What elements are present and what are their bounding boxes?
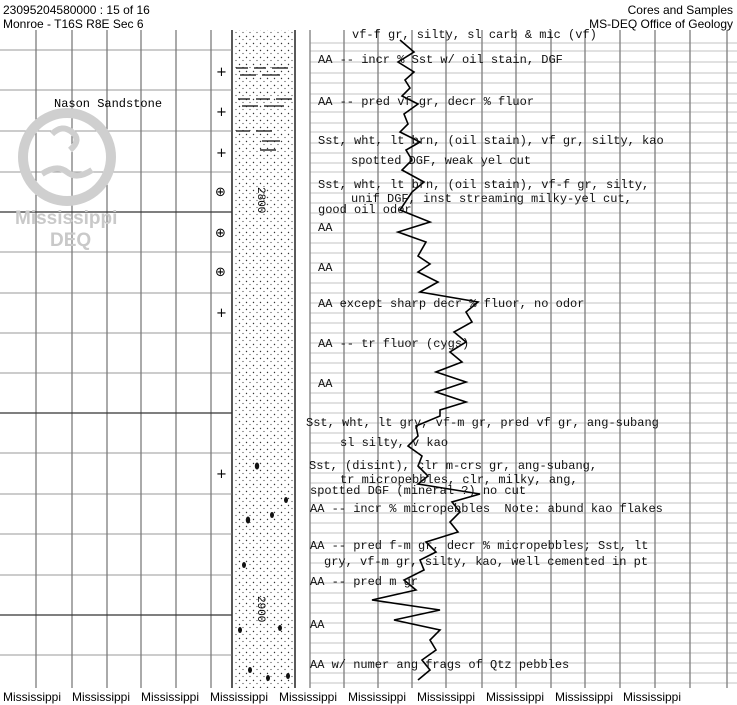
show-symbol: ⊕: [215, 185, 226, 200]
description-line: AA -- pred m gr: [310, 575, 419, 589]
well-location: Monroe - T16S R8E Sec 6: [3, 17, 144, 31]
description-line: unif DGF, inst streaming milky-yel cut,: [351, 192, 632, 206]
description-line: AA except sharp decr % fluor, no odor: [318, 297, 585, 311]
organization-name: MS-DEQ Office of Geology: [589, 17, 733, 31]
show-symbol: ⊕: [215, 226, 226, 241]
mississippi-deq-logo: [12, 104, 122, 210]
description-line: AA -- incr % micropebbles Note: abund kao flakes: [310, 502, 663, 516]
description-line: AA w/ numer ang frags of Qtz pebbles: [310, 658, 570, 672]
show-symbol: +: [216, 65, 227, 80]
description-line: AA -- incr % Sst w/ oil stain, DGF: [318, 53, 563, 67]
description-line: sl silty, v kao: [340, 436, 449, 450]
lithology-column: [234, 30, 294, 688]
footer-word: Mississippi: [486, 690, 545, 704]
footer-word: Mississippi: [279, 690, 338, 704]
description-line: Sst, (disint), clr m-crs gr, ang-subang,: [309, 459, 598, 473]
description-line: AA -- tr fluor (cygs): [318, 337, 470, 351]
footer-word: Mississippi: [417, 690, 476, 704]
description-line: vf-f gr, silty, sl carb & mic (vf): [352, 28, 597, 42]
depth-marker-2900: 2900: [254, 596, 266, 623]
description-line: AA: [318, 261, 333, 275]
description-line: spotted DGF, weak yel cut: [351, 154, 532, 168]
footer-word: Mississippi: [210, 690, 269, 704]
footer-word: Mississippi: [3, 690, 62, 704]
description-line: good oil odor: [318, 203, 412, 217]
show-symbol: ⊕: [215, 265, 226, 280]
description-line: gry, vf-m gr, silty, kao, well cemented in pt: [324, 555, 649, 569]
description-line: AA -- pred f-m gr, decr % micropebbles; Sst, lt: [310, 539, 649, 553]
show-symbol: +: [216, 467, 227, 482]
footer-word: Mississippi: [72, 690, 131, 704]
footer-word: Mississippi: [623, 690, 682, 704]
description-line: Sst, wht, lt brn, (oil stain), vf gr, silty, kao: [318, 134, 664, 148]
watermark-deq: DEQ: [50, 230, 92, 251]
description-line: AA: [310, 618, 325, 632]
formation-name: Nason Sandstone: [54, 97, 163, 111]
watermark-mississippi: Mississippi: [15, 208, 118, 229]
footer-word: Mississippi: [141, 690, 200, 704]
collection-title: Cores and Samples: [627, 3, 733, 17]
grid-lines: [36, 30, 727, 688]
depth-marker-2800: 2800: [254, 187, 266, 214]
show-symbol: +: [216, 105, 227, 120]
description-line: tr micropebbles, clr, milky, ang,: [340, 473, 578, 487]
description-line: AA: [318, 221, 333, 235]
show-symbol: +: [216, 146, 227, 161]
footer-word: Mississippi: [348, 690, 407, 704]
description-line: Sst, wht, lt gry, vf-m gr, pred vf gr, ang-subang: [306, 416, 659, 430]
description-line: spotted DGF (mineral ?) no cut: [310, 484, 527, 498]
api-page-number: 23095204580000 : 15 of 16: [3, 3, 150, 17]
description-line: AA -- pred vf gr, decr % fluor: [318, 95, 535, 109]
description-line: Sst, wht, lt brn, (oil stain), vf-f gr, silty,: [318, 178, 650, 192]
description-line: AA: [318, 377, 333, 391]
footer-word: Mississippi: [555, 690, 614, 704]
show-symbol: +: [216, 306, 227, 321]
